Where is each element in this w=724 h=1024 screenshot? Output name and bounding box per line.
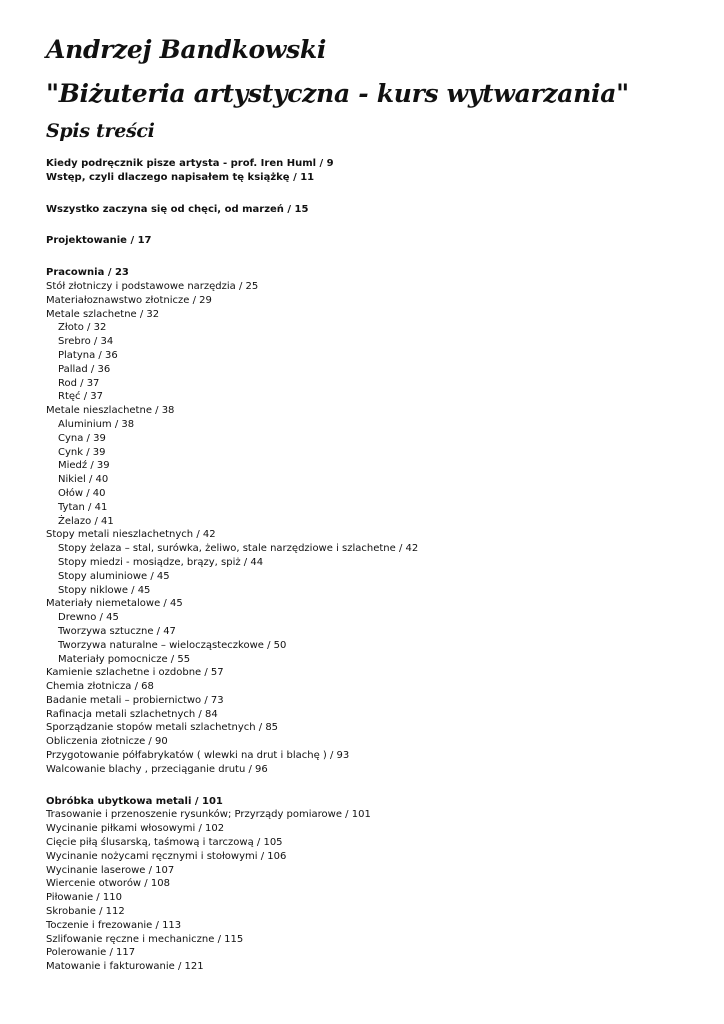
toc-entry: Cięcie piłą ślusarską, taśmową i tarczową / 105 xyxy=(46,837,283,849)
toc-entry: Rod / 37 xyxy=(58,377,100,389)
toc-entry: Metale szlachetne / 32 xyxy=(46,308,160,320)
toc-entry: Wstęp, czyli dlaczego napisałem tę książkę / 11 xyxy=(46,171,315,183)
toc-entry: Chemia złotnicza / 68 xyxy=(46,681,154,693)
toc-entry: Szlifowanie ręczne i mechaniczne / 115 xyxy=(46,933,244,945)
toc-entry: Przygotowanie półfabrykatów ( wlewki na drut i blachę ) / 93 xyxy=(46,750,350,762)
author-heading: Andrzej Bandkowski xyxy=(46,35,327,64)
toc-entry: Złoto / 32 xyxy=(58,322,107,334)
toc-entry: Stopy żelaza – stal, surówka, żeliwo, stale narzędziowe i szlachetne / 42 xyxy=(58,543,419,555)
toc-entry: Drewno / 45 xyxy=(58,612,119,624)
toc-entry: Stół złotniczy i podstawowe narzędzia / 25 xyxy=(46,280,259,292)
toc-entry: Toczenie i frezowanie / 113 xyxy=(46,919,182,931)
toc-section-title: Obróbka ubytkowa metali / 101 xyxy=(46,795,223,807)
toc-entry: Platyna / 36 xyxy=(58,349,118,361)
toc-entry: Trasowanie i przenoszenie rysunków; Przyrządy pomiarowe / 101 xyxy=(46,809,371,821)
document-page xyxy=(46,34,706,974)
toc-entry: Cynk / 39 xyxy=(58,446,106,458)
toc-entry: Piłowanie / 110 xyxy=(46,892,122,904)
toc-entry: Wycinanie laserowe / 107 xyxy=(46,864,175,876)
toc-entry: Rtęć / 37 xyxy=(58,391,103,403)
toc-entry: Materiały niemetalowe / 45 xyxy=(46,598,183,610)
toc-entry: Stopy niklowe / 45 xyxy=(58,584,151,596)
toc-entry: Nikiel / 40 xyxy=(58,474,109,486)
pracownia-entries xyxy=(46,280,706,777)
toc-entry: Sporządzanie stopów metali szlachetnych / 85 xyxy=(46,722,279,734)
toc-entry: Srebro / 34 xyxy=(58,336,114,348)
obrobka-entries xyxy=(46,808,706,974)
toc-entry: Tytan / 41 xyxy=(58,501,108,513)
toc-entry: Rafinacja metali szlachetnych / 84 xyxy=(46,708,218,720)
toc-entry: Wycinanie piłkami włosowymi / 102 xyxy=(46,823,225,835)
toc-entry: Cyna / 39 xyxy=(58,432,106,444)
toc-entry: Stopy miedzi - mosiądze, brązy, spiż / 44 xyxy=(58,556,264,568)
toc-entry: Tworzywa naturalne – wielocząsteczkowe / 50 xyxy=(58,639,287,651)
toc-entry: Tworzywa sztuczne / 47 xyxy=(58,625,176,637)
toc-section-title: Pracownia / 23 xyxy=(46,267,129,279)
toc-entry: Stopy metali nieszlachetnych / 42 xyxy=(46,529,216,541)
toc-heading: Spis treści xyxy=(46,120,155,142)
toc-entry: Projektowanie / 17 xyxy=(46,235,152,247)
toc-entry: Matowanie i fakturowanie / 121 xyxy=(46,961,204,973)
toc-entry: Metale nieszlachetne / 38 xyxy=(46,405,175,417)
toc-entry: Wszystko zaczyna się od chęci, od marzeń / 15 xyxy=(46,203,309,215)
toc-entry: Stopy aluminiowe / 45 xyxy=(58,570,170,582)
toc-entry: Badanie metali – probiernictwo / 73 xyxy=(46,694,224,706)
toc-entry: Ołów / 40 xyxy=(58,487,106,499)
toc-entry: Wiercenie otworów / 108 xyxy=(46,878,170,890)
toc-entry: Obliczenia złotnicze / 90 xyxy=(46,736,168,748)
toc-entry: Materiały pomocnicze / 55 xyxy=(58,653,191,665)
toc-entry: Polerowanie / 117 xyxy=(46,947,136,959)
book-title: "Biżuteria artystyczna - kurs wytwarzania" xyxy=(46,79,629,108)
toc-entry: Walcowanie blachy , przeciąganie drutu / 96 xyxy=(46,763,268,775)
toc-entry: Kiedy podręcznik pisze artysta - prof. Iren Huml / 9 xyxy=(46,158,334,169)
toc-entry: Miedź / 39 xyxy=(58,460,110,472)
toc-entry: Skrobanie / 112 xyxy=(46,906,125,918)
toc-entry: Kamienie szlachetne i ozdobne / 57 xyxy=(46,667,224,679)
table-of-contents xyxy=(46,157,706,974)
toc-entry: Materiałoznawstwo złotnicze / 29 xyxy=(46,294,212,306)
toc-entry: Wycinanie nożycami ręcznymi i stołowymi / 106 xyxy=(46,850,287,862)
toc-entry: Pallad / 36 xyxy=(58,363,111,375)
toc-entry: Żelazo / 41 xyxy=(58,515,114,527)
toc-entry: Aluminium / 38 xyxy=(58,418,135,430)
